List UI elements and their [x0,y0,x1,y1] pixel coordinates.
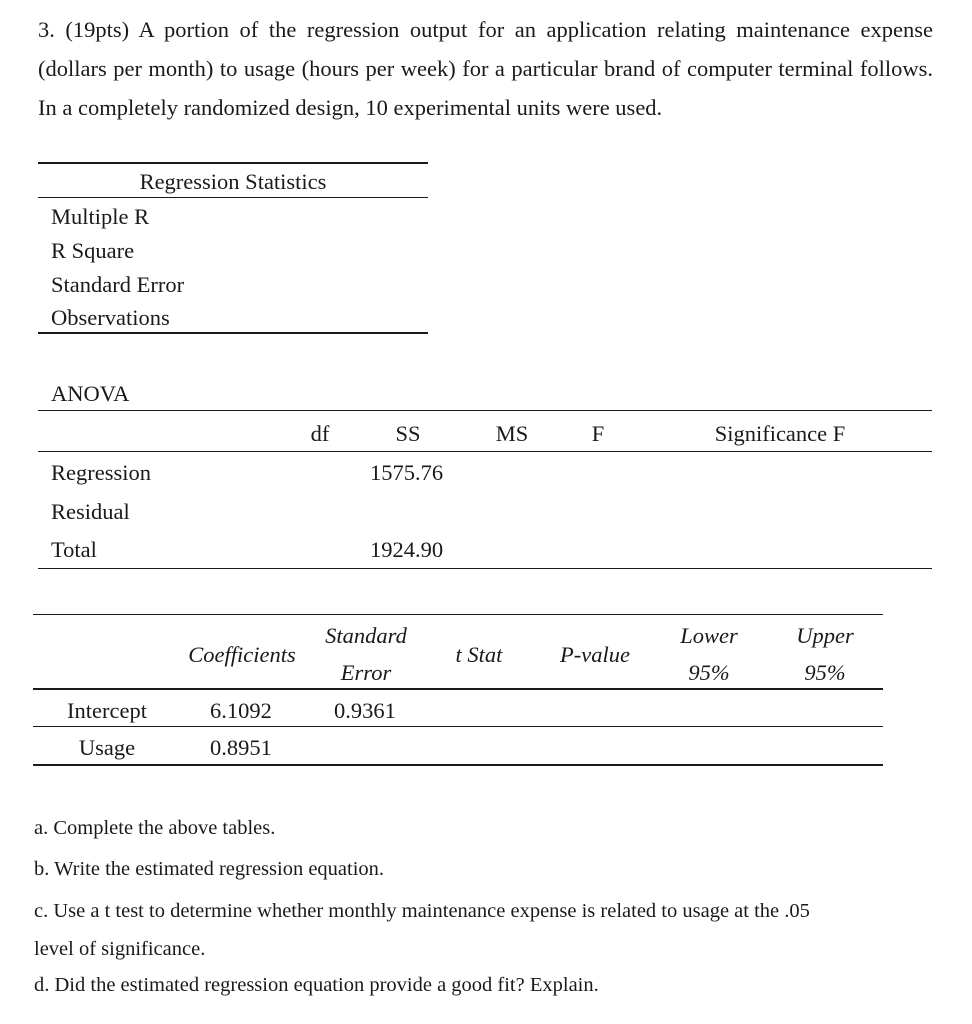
anova-header-df: df [310,421,330,446]
question-c: c. Use a t test to determine whether monthly maintenance expense is related to usage at the .05 [34,900,810,922]
coef-row-usage-label: Usage [78,735,136,760]
coef-header-coefficients: Coefficients [188,642,296,667]
anova-top-rule [38,410,932,411]
anova-row-regression-label: Regression [51,460,151,485]
regstats-row-r-square: R Square [51,238,135,263]
coef-header-standard: Standard [325,623,407,648]
coef-row-rule [33,726,883,727]
coef-row-intercept-coef: 6.1092 [210,698,272,723]
question-b: b. Write the estimated regression equation. [34,858,385,880]
coef-header-upper: Upper [796,623,854,648]
anova-header-f: F [591,421,605,446]
anova-row-total-ss: 1924.90 [370,537,444,562]
anova-bottom-rule [38,568,932,569]
question-a: a. Complete the above tables. [34,817,276,839]
question-c-continued: level of significance. [34,938,206,960]
coef-bottom-rule [33,764,883,766]
coef-header-p-value: P-value [560,642,630,667]
anova-header-rule [38,451,932,452]
coef-row-usage-coef: 0.8951 [210,735,272,760]
anova-header-ss: SS [395,421,421,446]
coef-top-rule [33,614,883,615]
regstats-bottom-rule [38,332,428,334]
anova-row-total-label: Total [51,537,97,562]
coef-header-upper-95: 95% [804,660,846,685]
regstats-row-multiple-r: Multiple R [51,204,150,229]
regstats-row-standard-error: Standard Error [51,272,185,297]
anova-header-ms: MS [495,421,529,446]
regstats-title: Regression Statistics [139,169,327,194]
anova-header-significance-f: Significance F [714,421,846,446]
coef-row-intercept-se: 0.9361 [334,698,396,723]
anova-row-regression-ss: 1575.76 [370,460,444,485]
regstats-header-rule [38,197,428,198]
anova-title: ANOVA [51,381,130,406]
coef-header-lower-95: 95% [688,660,730,685]
coef-header-lower: Lower [680,623,738,648]
regstats-top-rule [38,162,428,164]
coef-header-t-stat: t Stat [455,642,503,667]
problem-statement: 3. (19pts) A portion of the regression output for an application relating maintenance expense (dollars per month) to usage (hours per week) for a particular brand of computer terminal follows. In a completely randomized design, 10 experimental units were used. [38,17,933,120]
coef-header-error: Error [340,660,392,685]
regstats-row-observations: Observations [51,305,170,330]
coef-header-rule [33,688,883,690]
question-d: d. Did the estimated regression equation provide a good fit? Explain. [34,974,599,996]
anova-row-residual-label: Residual [51,499,130,524]
coef-row-intercept-label: Intercept [67,698,147,723]
